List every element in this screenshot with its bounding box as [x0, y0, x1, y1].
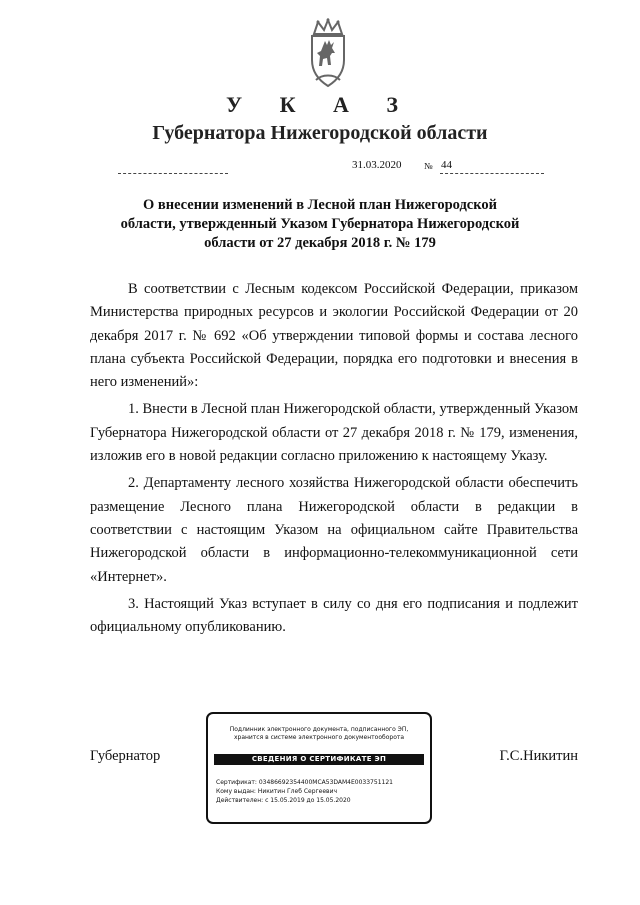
body-paragraph-preamble: В соответствии с Лесным кодексом Российской Федерации, приказом Министерства природных ресурсов и экологии Российской Федерации от 20 декабря 2017 г. № 692 «Об утверждении типовой формы и состава лесного плана субъекта Российской Федерации, порядка его подготовки и внесения в него изменений»:	[90, 281, 578, 391]
issuer-title: Губернатора Нижегородской области	[152, 122, 488, 144]
heading-line-1: О внесении изменений в Лесной план Нижегородской	[142, 197, 498, 213]
document-date: 31.03.2020	[352, 159, 402, 171]
body-paragraph-2: 2. Департаменту лесного хозяйства Нижегородской области обеспечить размещение Лесного плана Нижегородской области в редакции в соответствии с настоящим Указом на официальном сайте Правительства Нижегородской области в информационно-телекоммуникационной сети «Интернет».	[90, 475, 578, 585]
document-meta	[0, 157, 640, 181]
document-type-title: У К А З	[225, 92, 415, 117]
certificate-note	[214, 726, 424, 742]
date-signature-line	[118, 173, 228, 174]
certificate-note-line-1: Подлинник электронного документа, подписанного ЭП,	[229, 726, 409, 733]
certificate-details	[216, 778, 426, 805]
heading-line-2: области, утвержденный Указом Губернатора Нижегородской	[120, 216, 520, 232]
signer-position: Губернатор	[90, 748, 161, 764]
coat-of-arms-icon	[300, 18, 356, 90]
certificate-header: СВЕДЕНИЯ О СЕРТИФИКАТЕ ЭП	[214, 754, 424, 765]
certificate-validity: Действителен: с 15.05.2019 до 15.05.2020	[216, 797, 351, 804]
number-line	[440, 173, 544, 174]
electronic-signature-stamp	[206, 712, 432, 824]
certificate-note-line-2: хранится в системе электронного документооборота	[233, 734, 405, 741]
number-label: №	[424, 161, 433, 171]
document-body	[90, 278, 578, 643]
document-heading	[90, 196, 550, 253]
signer-name: Г.С.Никитин	[499, 748, 578, 764]
heading-line-3: области от 27 декабря 2018 г. № 179	[204, 235, 436, 251]
certificate-id: Сертификат: 03486692354400MCA53DAM4E0033751121	[216, 779, 393, 786]
certificate-owner: Кому выдан: Никитин Глеб Сергеевич	[216, 788, 338, 795]
document-number: 44	[441, 159, 452, 171]
body-paragraph-1: 1. Внести в Лесной план Нижегородской области, утвержденный Указом Губернатора Нижегородской области от 27 декабря 2018 г. № 179, изменения, изложив его в новой редакции согласно приложению к настоящему Указу.	[90, 401, 578, 465]
body-paragraph-3: 3. Настоящий Указ вступает в силу со дня его подписания и подлежит официальному опубликованию.	[90, 595, 578, 636]
